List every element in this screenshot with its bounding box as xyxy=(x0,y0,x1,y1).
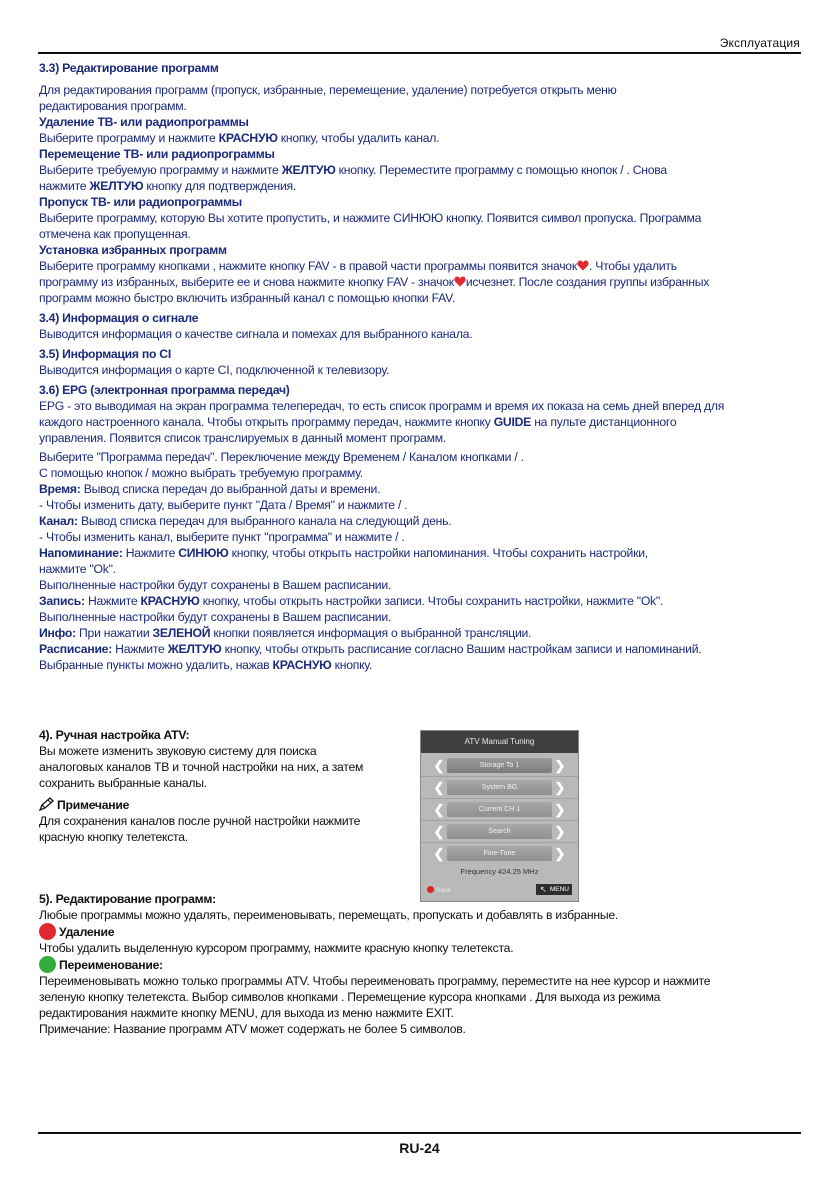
chevron-left-icon: ❮ xyxy=(433,758,445,773)
delete-program-text: Выберите программу и нажмите КРАСНУЮ кнопку, чтобы удалить канал. xyxy=(39,131,440,145)
atv-row-divider xyxy=(421,776,578,777)
chevron-right-icon: ❯ xyxy=(554,780,566,795)
header-section-title: Эксплуатация xyxy=(719,36,800,50)
rename-title: Переименование: xyxy=(39,956,801,973)
move-program-title: Перемещение ТВ- или радиопрограммы xyxy=(39,147,275,161)
delete-title: Удаление xyxy=(39,923,801,940)
pencil-note-icon xyxy=(39,797,55,811)
atv-row-fine-tune: Fine-Tune xyxy=(447,846,552,861)
section-4-text-3: сохранить выбранные каналы. xyxy=(39,776,207,790)
section-5-title: 5). Редактирование программ: xyxy=(39,892,216,906)
section-5-text-1: Любые программы можно удалять, переименовывать, перемещать, пропускать и добавлять в избранные. xyxy=(39,908,618,922)
rename-text-2: зеленую кнопку телетекста. Выбор символов кнопками . Перемещение курсора кнопками . Для выхода из режима xyxy=(39,990,661,1004)
section-3-3-title: 3.3) Редактирование программ xyxy=(39,61,219,75)
epg-channel: Канал: Вывод списка передач для выбранного канала на следующий день. xyxy=(39,514,452,528)
epg-info: Инфо: При нажатии ЗЕЛЕНОЙ кнопки появляется информация о выбранной трансляции. xyxy=(39,626,532,640)
page-number: RU-24 xyxy=(399,1140,440,1156)
favorites-text-3: программ можно быстро включить избранный канал с помощью кнопки FAV. xyxy=(39,291,455,305)
epg-record-2: Выполненные настройки будут сохранены в Вашем расписании. xyxy=(39,610,392,624)
chevron-left-icon: ❮ xyxy=(433,824,445,839)
edit-programs-section xyxy=(39,891,801,1037)
chevron-right-icon: ❯ xyxy=(554,802,566,817)
epg-text-2: каждого настроенного канала. Чтобы открыть программу передач, нажмите кнопку GUIDE на пульте дистанционного xyxy=(39,415,677,429)
delete-text: Чтобы удалить выделенную курсором программу, нажмите красную кнопку телетекста. xyxy=(39,941,514,955)
section-4-title: 4). Ручная настройка ATV: xyxy=(39,728,190,742)
chevron-right-icon: ❯ xyxy=(554,824,566,839)
epg-record: Запись: Нажмите КРАСНУЮ кнопку, чтобы открыть настройки записи. Чтобы сохранить настройки, нажмите "Ok". xyxy=(39,594,664,608)
atv-row-search: Search xyxy=(447,824,552,839)
chevron-right-icon: ❯ xyxy=(554,846,566,861)
red-dot-icon xyxy=(39,923,56,940)
atv-panel-title: ATV Manual Tuning xyxy=(421,731,578,753)
skip-program-text-2: отмечена как пропущенная. xyxy=(39,227,191,241)
section-3-5-text: Выводится информация о карте CI, подключенной к телевизору. xyxy=(39,363,390,377)
epg-reminder-3: Выполненные настройки будут сохранены в Вашем расписании. xyxy=(39,578,392,592)
epg-schedule: Расписание: Нажмите ЖЕЛТУЮ кнопку, чтобы открыть расписание согласно Вашим настройкам записи и напоминаний. xyxy=(39,642,702,656)
epg-time: Время: Вывод списка передач до выбранной даты и времени. xyxy=(39,482,381,496)
heart-icon xyxy=(454,276,466,287)
section-3-6-title: 3.6) EPG (электронная программа передач) xyxy=(39,383,290,397)
note-text-2: красную кнопку телетекста. xyxy=(39,830,188,844)
section-3-5-title: 3.5) Информация по CI xyxy=(39,347,171,361)
epg-schedule-2: Выбранные пункты можно удалить, нажав КРАСНУЮ кнопку. xyxy=(39,658,373,672)
section-3-4-title: 3.4) Информация о сигнале xyxy=(39,311,199,325)
atv-menu-hint: ↖ MENU xyxy=(536,884,572,895)
chevron-left-icon: ❮ xyxy=(433,802,445,817)
section-3-3-intro-1: Для редактирования программ (пропуск, избранные, перемещение, удаление) потребуется открыть меню xyxy=(39,83,617,97)
atv-save-hint: Save xyxy=(427,886,451,894)
atv-row-system: System BG xyxy=(447,780,552,795)
header-divider xyxy=(38,52,801,54)
move-program-text-1: Выберите требуемую программу и нажмите ЖЕЛТУЮ кнопку. Переместите программу с помощью кнопок / . Снова xyxy=(39,163,667,177)
epg-text-5: С помощью кнопок / можно выбрать требуемую программу. xyxy=(39,466,363,480)
favorites-text-1: Выберите программу кнопками , нажмите кнопку FAV - в правой части программы появится значок . Чтобы удалить xyxy=(39,259,677,273)
green-dot-icon xyxy=(39,956,56,973)
chevron-left-icon: ❮ xyxy=(433,846,445,861)
delete-program-title: Удаление ТВ- или радиопрограммы xyxy=(39,115,249,129)
skip-program-text-1: Выберите программу, которую Вы хотите пропустить, и нажмите СИНЮЮ кнопку. Появится символ пропуска. Программа xyxy=(39,211,702,225)
atv-row-divider xyxy=(421,798,578,799)
rename-text-3: редактирования нажмите кнопку MENU, для выхода из меню нажмите EXIT. xyxy=(39,1006,454,1020)
skip-program-title: Пропуск ТВ- или радиопрограммы xyxy=(39,195,242,209)
favorites-text-2: программу из избранных, выберите ее и снова нажмите кнопку FAV - значок исчезнет. После создания группы избранных xyxy=(39,275,710,289)
atv-manual-section xyxy=(39,727,409,845)
section-4-text-1: Вы можете изменить звуковую систему для поиска xyxy=(39,744,317,758)
epg-text-3: управления. Появится список транслируемых в данный момент программ. xyxy=(39,431,447,445)
epg-text-1: EPG - это выводимая на экран программа телепередач, то есть список программ и время их показа на семь дней вперед для xyxy=(39,399,725,413)
favorites-title: Установка избранных программ xyxy=(39,243,227,257)
atv-row-current-ch: Current CH 1 xyxy=(447,802,552,817)
move-program-text-2: нажмите ЖЕЛТУЮ кнопку для подтверждения. xyxy=(39,179,297,193)
atv-manual-tuning-screenshot xyxy=(420,730,579,902)
note-text-1: Для сохранения каналов после ручной настройки нажмите xyxy=(39,814,361,828)
note-title: Примечание xyxy=(39,797,409,813)
rename-note: Примечание: Название программ ATV может содержать не более 5 символов. xyxy=(39,1022,466,1036)
atv-row-storage: Storage To 1 xyxy=(447,758,552,773)
rename-text-1: Переименовывать можно только программы ATV. Чтобы переименовать программу, переместите на нее курсор и нажмите xyxy=(39,974,711,988)
atv-row-divider xyxy=(421,820,578,821)
epg-channel-hint: - Чтобы изменить канал, выберите пункт "программа" и нажмите / . xyxy=(39,530,405,544)
back-arrow-icon: ↖ xyxy=(540,885,547,894)
footer-divider xyxy=(38,1132,801,1134)
epg-time-hint: - Чтобы изменить дату, выберите пункт "Дата / Время" и нажмите / . xyxy=(39,498,408,512)
section-4-text-2: аналоговых каналов ТВ и точной настройки на них, а затем xyxy=(39,760,364,774)
chevron-left-icon: ❮ xyxy=(433,780,445,795)
epg-reminder: Напоминание: Нажмите СИНЮЮ кнопку, чтобы открыть настройки напоминания. Чтобы сохранить настройки, xyxy=(39,546,648,560)
epg-reminder-2: нажмите "Ok". xyxy=(39,562,116,576)
main-content xyxy=(39,60,801,673)
section-3-4-text: Выводится информация о качестве сигнала и помехах для выбранного канала. xyxy=(39,327,473,341)
epg-text-4: Выберите "Программа передач". Переключение между Временем / Каналом кнопками / . xyxy=(39,450,524,464)
atv-frequency: Frequency 424.25 MHz xyxy=(460,867,539,876)
chevron-right-icon: ❯ xyxy=(554,758,566,773)
section-3-3-intro-2: редактирования программ. xyxy=(39,99,187,113)
heart-icon xyxy=(577,260,589,271)
atv-row-divider xyxy=(421,842,578,843)
